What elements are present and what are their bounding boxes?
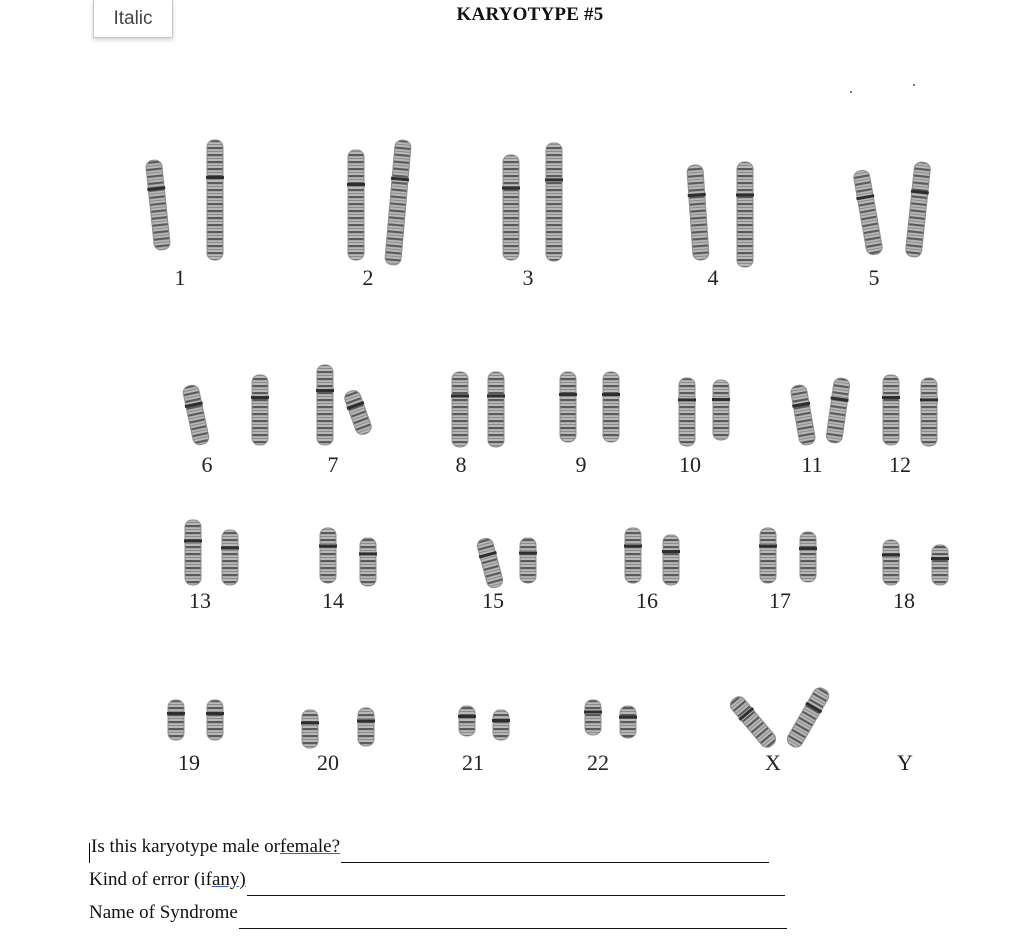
question-syndrome-text: Name of Syndrome <box>89 902 238 923</box>
chromosome-16-b <box>662 535 680 585</box>
chromosome-label-19: 19 <box>178 750 200 775</box>
chromosome-4-a <box>686 164 711 260</box>
chromosome-17-b <box>799 532 817 582</box>
chromosome-label-16: 16 <box>636 588 658 613</box>
chromosome-label-X: X <box>765 750 781 775</box>
chromosome-7-b <box>342 388 374 436</box>
chromosome-14-a <box>319 528 337 583</box>
chromosome-11-b <box>825 377 852 444</box>
chromosome-9-b <box>602 372 620 442</box>
chromosome-label-20: 20 <box>317 750 339 775</box>
chromosome-label-5: 5 <box>868 265 880 290</box>
chromosome-11-a <box>789 384 817 446</box>
chromosome-5-a <box>852 169 884 256</box>
chromosome-8-b <box>487 372 505 447</box>
question-syndrome <box>89 896 787 929</box>
chromosome-7-a <box>316 365 334 445</box>
chromosome-label-18: 18 <box>893 588 915 613</box>
tooltip-label: Italic <box>113 7 153 29</box>
chromosome-1-b <box>206 140 224 260</box>
text-cursor <box>89 843 90 863</box>
chromosome-label-14: 14 <box>322 588 344 613</box>
chromosome-20-b <box>357 708 375 746</box>
question-sex <box>89 830 787 863</box>
answer-blank-error[interactable] <box>247 873 785 896</box>
chromosome-4-b <box>736 162 754 267</box>
chromosome-9-a <box>559 372 577 442</box>
chromosome-13-a <box>184 520 202 585</box>
chromosome-2-b <box>384 139 413 265</box>
chromosome-21-b <box>492 710 510 740</box>
chromosome-3-b <box>545 143 563 261</box>
chromosome-22-b <box>619 706 637 738</box>
chromosome-label-21: 21 <box>462 750 484 775</box>
question-sex-underlined: female? <box>279 836 341 857</box>
question-error <box>89 863 787 896</box>
chromosome-label-17: 17 <box>769 588 791 613</box>
chromosome-label-3: 3 <box>522 265 534 290</box>
chromosome-label-11: 11 <box>801 452 823 477</box>
chromosome-10-b <box>712 380 730 440</box>
chromosome-X-b <box>784 685 832 750</box>
chromosome-22-a <box>584 700 602 735</box>
chromosome-label-13: 13 <box>189 588 211 613</box>
chromosome-14-b <box>359 538 377 586</box>
chromosome-label-8: 8 <box>455 452 467 477</box>
chromosome-label-12: 12 <box>889 452 911 477</box>
chromosome-21-a <box>458 706 476 736</box>
chromosome-3-a <box>502 155 520 260</box>
chromosome-10-a <box>678 378 696 446</box>
question-error-text: Kind of error (if <box>89 869 212 890</box>
chromosome-label-6: 6 <box>201 452 213 477</box>
chromosome-label-10: 10 <box>679 452 701 477</box>
chromosome-label-1: 1 <box>174 265 186 290</box>
chromosome-6-b <box>251 375 269 445</box>
chromosome-20-a <box>301 710 319 748</box>
chromosome-16-a <box>624 528 642 583</box>
chromosome-2-a <box>347 150 365 260</box>
chromosome-18-b <box>931 545 949 585</box>
chromosome-19-b <box>206 700 224 740</box>
chromosome-label-15: 15 <box>482 588 504 613</box>
chromosome-15-a <box>475 537 505 590</box>
chromosome-label-7: 7 <box>327 452 339 477</box>
chromosome-17-a <box>759 528 777 583</box>
page-title: KARYOTYPE #5 <box>456 4 604 25</box>
chromosome-15-b <box>519 538 537 583</box>
chromosome-19-a <box>167 700 185 740</box>
question-sex-text: Is this karyotype male or <box>91 836 280 857</box>
chromosome-12-b <box>920 378 938 446</box>
chromosome-X-a <box>727 693 779 751</box>
answer-blank-syndrome[interactable] <box>239 906 787 929</box>
chromosome-label-22: 22 <box>587 750 609 775</box>
answer-blank-sex[interactable] <box>341 840 769 863</box>
chromosome-label-Y: Y <box>897 750 913 775</box>
chromosome-5-b <box>904 161 932 257</box>
chromosome-label-4: 4 <box>707 265 719 290</box>
question-block <box>89 830 787 929</box>
question-error-underlined: any) <box>211 869 246 890</box>
chromosome-label-2: 2 <box>362 265 374 290</box>
chromosome-label-9: 9 <box>575 452 587 477</box>
chromosome-12-a <box>882 375 900 445</box>
chromosome-6-a <box>181 384 211 446</box>
chromosome-13-b <box>221 530 239 585</box>
chromosome-1-a <box>144 159 171 250</box>
chromosome-8-a <box>451 372 469 447</box>
chromosome-18-a <box>882 540 900 585</box>
